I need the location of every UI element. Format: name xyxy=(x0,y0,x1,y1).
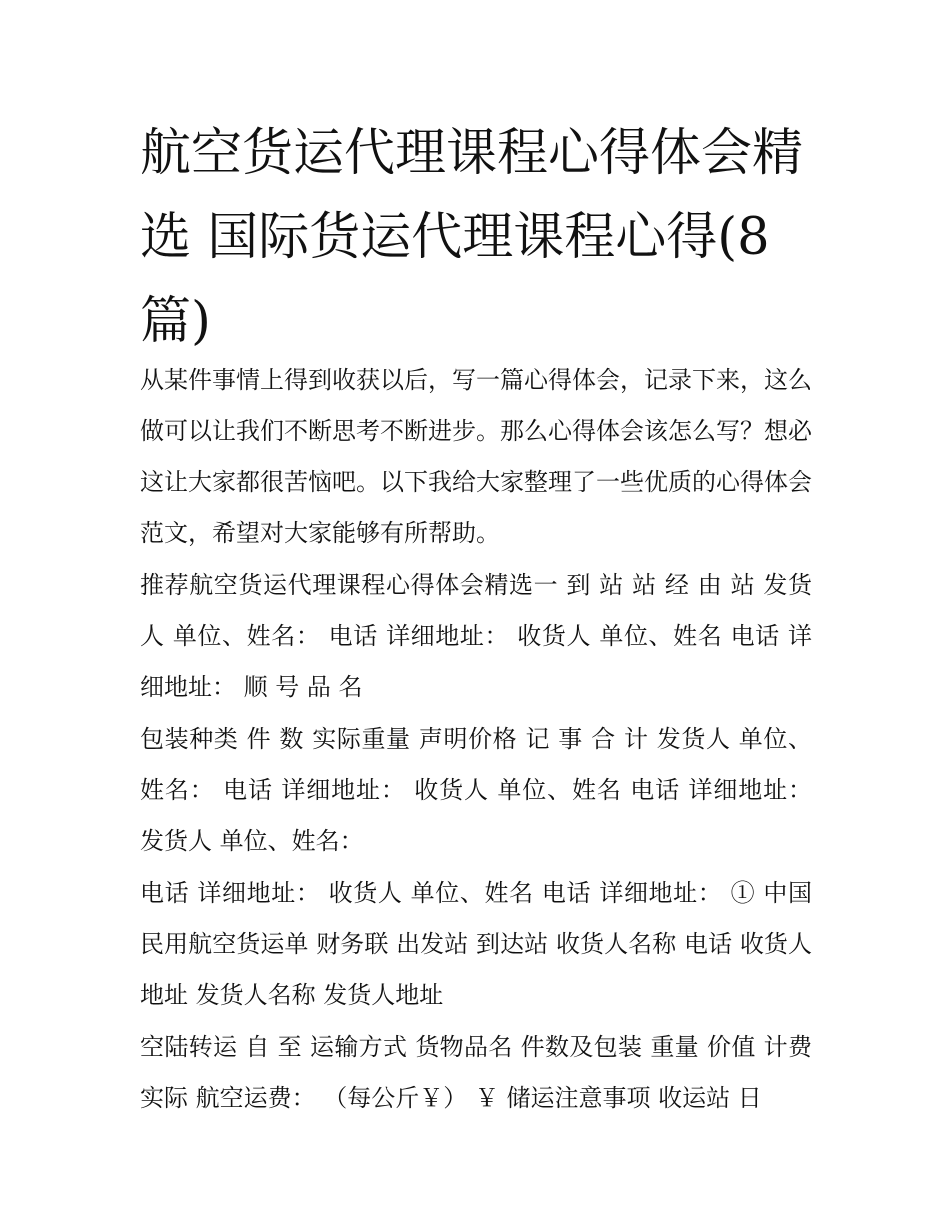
document-body xyxy=(140,355,812,1125)
intro-paragraph: 从某件事情上得到收获以后，写一篇心得体会，记录下来，这么做可以让我们不断思考不断进步。那么心得体会该怎么写？想必这让大家都很苦恼吧。以下我给大家整理了一些优质的心得体会范文，希望对大家能够有所帮助。 xyxy=(140,366,812,547)
body-paragraph: 推荐航空货运代理课程心得体会精选一 到 站 站 经 由 站 发货人 单位、姓名： 电话 详细地址： 收货人 单位、姓名 电话 详细地址： 顺 号 品 名 xyxy=(140,571,812,701)
document-title: 航空货运代理课程心得体会精选 国际货运代理课程心得(8篇) xyxy=(140,124,804,351)
body-paragraph: 包装种类 件 数 实际重量 声明价格 记 事 合 计 发货人 单位、姓名： 电话 详细地址： 收货人 单位、姓名 电话 详细地址： 发货人 单位、姓名： xyxy=(140,725,812,855)
body-paragraph: 电话 详细地址： 收货人 单位、姓名 电话 详细地址： ① 中国民用航空货运单 财务联 出发站 到达站 收货人名称 电话 收货人地址 发货人名称 发货人地址 xyxy=(140,879,812,1009)
body-paragraph: 空陆转运 自 至 运输方式 货物品名 件数及包装 重量 价值 计费 实际 航空运费： （每公斤￥） ￥ 储运注意事项 收运站 日 xyxy=(140,1033,812,1112)
